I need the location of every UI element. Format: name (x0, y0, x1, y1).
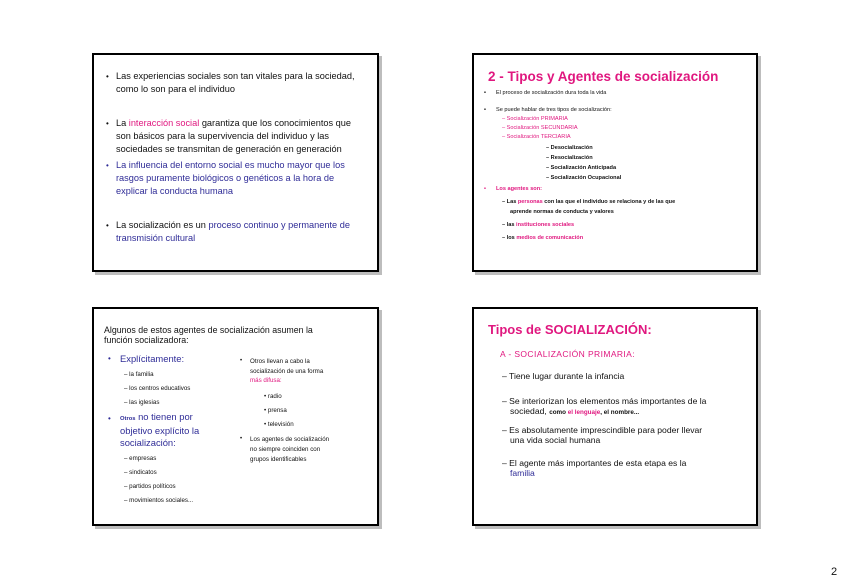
slide-title: 2 - Tipos y Agentes de socialización (488, 69, 719, 84)
text-span: , el nombre... (600, 408, 640, 416)
bullet-2 (106, 117, 376, 156)
slide-thumbnail-1[interactable] (92, 53, 379, 272)
item-label: los centros educativos (129, 385, 191, 392)
media-item: • televisión (264, 421, 294, 428)
item-label: la familia (129, 371, 154, 378)
agent-item-1: – Las personas con las que el individuo se relaciona y de las que (502, 199, 676, 205)
bullet-dot: • (106, 161, 109, 170)
bullet-dot: • (484, 90, 486, 96)
text-line (116, 117, 376, 130)
bullet-3 (106, 159, 376, 198)
subtype-item: – Resocialización (546, 155, 593, 161)
type-label: Socialización SECUNDARIA (506, 125, 578, 131)
media-item: • radio (264, 393, 282, 400)
item-agente-familia (502, 459, 742, 478)
text-line: objetivo explícito la (120, 425, 200, 436)
bullet-dot: • (240, 358, 243, 364)
text-span: los (506, 235, 517, 241)
text-line: son básicos para la supervivencia del individuo y las (116, 131, 329, 141)
highlight-instituciones: instituciones sociales (516, 222, 575, 228)
others-item: – partidos políticos (124, 483, 176, 490)
subtype-item: – Socialización Anticipada (546, 165, 617, 171)
right-bullet-1 (250, 357, 323, 386)
text-span: Las (506, 199, 518, 205)
right-bullet-2 (250, 435, 329, 465)
text-line: explicar la conducta humana (116, 186, 233, 196)
subtype-label: Resocialización (550, 155, 593, 161)
bullet-dot: • (106, 221, 109, 230)
highlight-familia: familia (510, 467, 535, 478)
bullet-dot: • (108, 354, 111, 363)
text-line: Las experiencias sociales son tan vitales para la sociedad, (116, 71, 355, 81)
highlight-interaccion-social: interacción social (128, 118, 200, 128)
item-label: partidos políticos (129, 483, 176, 490)
highlight-medios: medios de comunicación (516, 235, 584, 241)
text-span: La socialización es un (116, 220, 209, 230)
text-line: más difusa: (250, 377, 282, 384)
highlight-personas: personas (517, 199, 543, 205)
others-text (120, 411, 199, 449)
text-span: no tienen por (135, 411, 193, 422)
item-interiorizan (502, 397, 742, 417)
subtype-label: Desocialización (550, 145, 593, 151)
text-span: sociedad, (510, 405, 550, 416)
text-line: grupos identificables (250, 456, 307, 463)
item-label: movimientos sociales... (129, 497, 194, 504)
explicit-label: Explícitamente: (120, 353, 185, 364)
item-label: sindicatos (129, 469, 157, 476)
others-item: – empresas (124, 455, 157, 462)
item-label: las iglesias (129, 399, 160, 406)
text-span: Se interiorizan los elementos más importantes de la (509, 396, 707, 406)
others-item: – movimientos sociales... (124, 497, 194, 504)
text-line: transmisión cultural (116, 233, 196, 243)
subtype-item: – Socialización Ocupacional (546, 175, 622, 181)
text-line (502, 407, 742, 418)
text-line: – Es absolutamente imprescindible para poder llevar (502, 425, 703, 435)
item-infancia: – Tiene lugar durante la infancia (502, 371, 625, 381)
text-line: Otros llevan a cabo la (250, 358, 310, 365)
bullet-dot: • (106, 72, 109, 81)
others-item: – sindicatos (124, 469, 157, 476)
text-line: una vida social humana (510, 434, 601, 445)
text-span: La (116, 118, 129, 128)
bullet-dot: • (108, 414, 111, 423)
bullet-4 (106, 219, 376, 245)
highlight-proceso-continuo: proceso continuo y permanente de (208, 220, 350, 230)
agent-item-3: – los medios de comunicación (502, 235, 584, 241)
type-label: Socialización TERCIARIA (506, 134, 571, 140)
explicit-item: – la familia (124, 371, 154, 378)
text-span: las (506, 222, 517, 228)
bullet-agentes: Los agentes son: (496, 186, 543, 192)
item-label: prensa (267, 407, 287, 414)
text-line: como lo son para el individuo (116, 84, 235, 94)
text-line: no siempre coinciden con (250, 446, 321, 453)
text-line: función socializadora: (104, 334, 189, 345)
bullet-dot: • (484, 186, 486, 192)
media-item: • prensa (264, 407, 287, 414)
agent-item-2: – las instituciones sociales (502, 222, 575, 228)
intro-text (104, 326, 313, 345)
slide-title: Tipos de SOCIALIZACIÓN: (488, 322, 652, 337)
text-line: socialización: (120, 437, 176, 448)
subtype-item: – Desocialización (546, 145, 593, 151)
bullet-dot: • (240, 436, 243, 442)
text-line: sociedades se transmitan de generación en generación (116, 144, 342, 154)
subtype-label: Socialización Anticipada (550, 165, 617, 171)
bullet-1 (106, 70, 376, 96)
bullet-dot: • (484, 107, 486, 113)
text-line: Algunos de estos agentes de socialización asumen la (104, 325, 313, 335)
bullet-dot: • (106, 119, 109, 128)
bullet-tipos: Se puede hablar de tres tipos de socialización: (496, 107, 612, 113)
text-span: con las que el individuo se relaciona y de las que (542, 199, 676, 205)
type-item: – Socialización TERCIARIA (502, 134, 571, 140)
text-span: Otros (120, 416, 136, 422)
text-line: Los agentes de socialización (250, 436, 330, 443)
type-item: – Socialización PRIMARIA (502, 116, 568, 122)
text-span: Es absolutamente imprescindible para poder llevar (509, 425, 703, 435)
slide-thumbnail-3[interactable] (92, 307, 379, 526)
text-span: como (549, 408, 568, 416)
text-line: – Se interiorizan los elementos más importantes de la (502, 396, 707, 406)
text-line: socialización de una forma (250, 367, 324, 375)
explicit-item: – los centros educativos (124, 385, 191, 392)
text-line: rasgos puramente biológicos o genéticos a la hora de (116, 173, 335, 183)
text-span: garantiza que los conocimientos que (199, 118, 351, 128)
highlight-lenguaje: el lenguaje (567, 408, 601, 416)
page-number: 2 (831, 566, 838, 578)
text-line: La influencia del entorno social es mucho mayor que los (116, 160, 345, 170)
slide-subtitle: A - SOCIALIZACIÓN PRIMARIA: (500, 349, 636, 359)
slide-thumbnail-4[interactable] (472, 307, 758, 526)
slide-thumbnail-2[interactable] (472, 53, 758, 272)
text-span: El agente más importantes de esta etapa es la (509, 458, 687, 468)
item-label: radio (267, 393, 282, 400)
subtype-label: Socialización Ocupacional (550, 175, 622, 181)
explicit-item: – las iglesias (124, 399, 160, 406)
item-imprescindible (502, 426, 742, 445)
type-item: – Socialización SECUNDARIA (502, 125, 578, 131)
agent-item-1-line2: aprende normas de conducta y valores (510, 209, 614, 215)
text-line: – El agente más importantes de esta etapa es la (502, 458, 687, 468)
text-line (120, 411, 199, 425)
text-span: Tiene lugar durante la infancia (509, 371, 625, 381)
text-line (116, 219, 376, 232)
bullet-proceso: El proceso de socialización dura toda la vida (496, 90, 607, 96)
item-label: televisión (267, 421, 294, 428)
item-label: empresas (129, 455, 157, 462)
type-label: Socialización PRIMARIA (506, 116, 568, 122)
